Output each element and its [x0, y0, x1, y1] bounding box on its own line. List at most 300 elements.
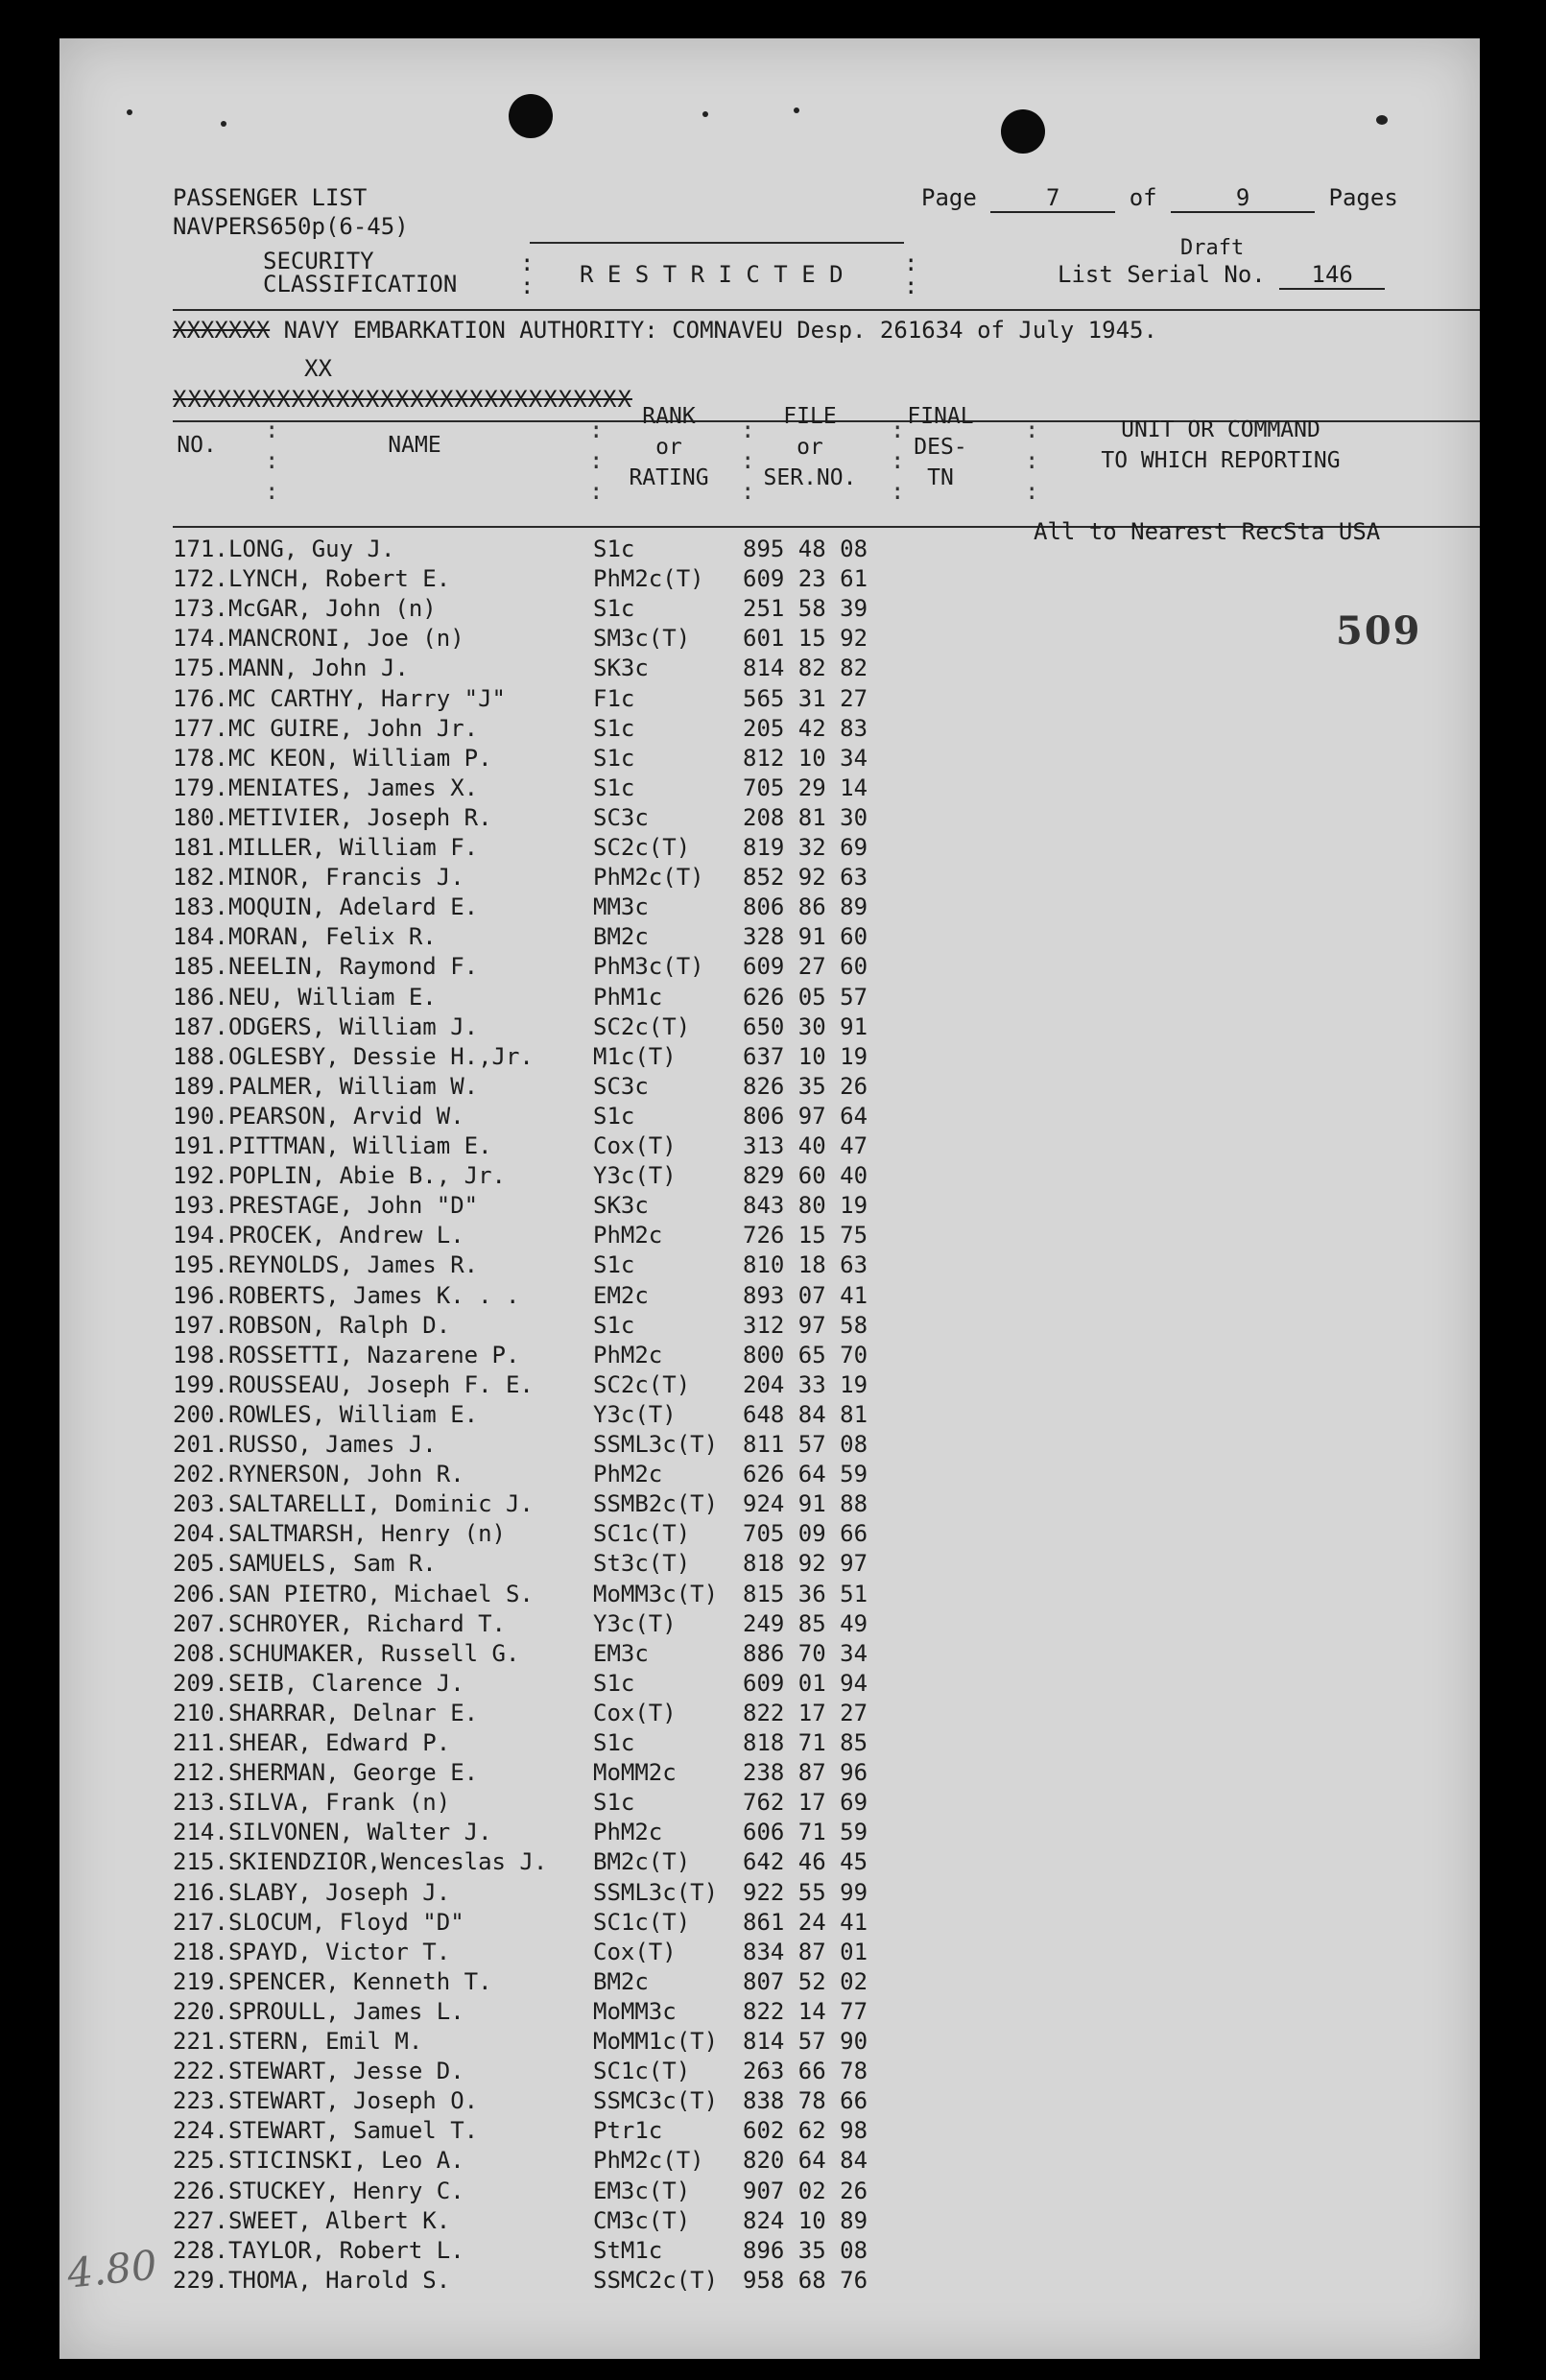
table-row	[59, 1281, 1019, 1311]
passenger-rating: MoMM3c(T)	[593, 1580, 719, 1607]
passenger-rating: S1c	[593, 1102, 635, 1130]
table-row	[59, 1311, 1019, 1341]
page-stamp-number: 509	[1336, 608, 1422, 654]
page-indicator	[921, 184, 1398, 213]
punch-hole-left	[509, 94, 553, 138]
passenger-name: SEIB, Clarence J.	[228, 1669, 464, 1697]
passenger-rating: SK3c	[593, 1192, 649, 1220]
passenger-service-number: 762 17 69	[743, 1789, 868, 1817]
passenger-rating: BM2c	[593, 923, 649, 951]
passenger-service-number: 822 17 27	[743, 1699, 868, 1726]
passenger-name: ROUSSEAU, Joseph F. E.	[228, 1370, 534, 1398]
passenger-service-number: 829 60 40	[743, 1162, 868, 1190]
passenger-rating: Cox(T)	[593, 1699, 677, 1726]
row-number: 217.	[173, 1908, 228, 1936]
passenger-name: STERN, Emil M.	[228, 2028, 423, 2055]
col-header-rank: RANK or RATING	[629, 404, 709, 490]
row-number: 202.	[173, 1461, 228, 1488]
row-number: 176.	[173, 684, 228, 712]
passenger-service-number: 705 29 14	[743, 774, 868, 801]
passenger-name: SLOCUM, Floyd "D"	[228, 1908, 464, 1936]
passenger-name: SLABY, Joseph J.	[228, 1878, 451, 1906]
table-row	[59, 2266, 1019, 2296]
security-label: SECURITY	[263, 248, 374, 274]
passenger-name: SAMUELS, Sam R.	[228, 1550, 437, 1578]
passenger-rating: PhM2c	[593, 1222, 663, 1250]
passenger-name: ROSSETTI, Nazarene P.	[228, 1341, 520, 1368]
passenger-service-number: 958 68 76	[743, 2266, 868, 2294]
column-separators: : : :	[265, 416, 279, 505]
of-word: of	[1129, 184, 1157, 211]
passenger-service-number: 886 70 34	[743, 1639, 868, 1667]
passenger-service-number: 726 15 75	[743, 1222, 868, 1250]
table-row	[59, 535, 1019, 564]
row-number: 214.	[173, 1819, 228, 1846]
row-number: 200.	[173, 1400, 228, 1428]
passenger-rating: EM2c	[593, 1281, 649, 1309]
passenger-rating: SC2c(T)	[593, 834, 691, 861]
col-header-unit: UNIT OR COMMAND TO WHICH REPORTING	[1101, 417, 1341, 473]
passenger-rating: S1c	[593, 1311, 635, 1339]
passenger-rating: Y3c(T)	[593, 1400, 677, 1428]
table-row	[59, 1997, 1019, 2027]
speck	[1376, 115, 1388, 125]
passenger-service-number: 815 36 51	[743, 1580, 868, 1607]
passenger-name: SILVONEN, Walter J.	[228, 1819, 492, 1846]
table-row	[59, 1519, 1019, 1549]
table-row	[59, 1430, 1019, 1460]
passenger-name: NEELIN, Raymond F.	[228, 953, 479, 981]
passenger-service-number: 800 65 70	[743, 1341, 868, 1368]
passenger-name: PROCEK, Andrew L.	[228, 1222, 464, 1250]
passenger-name: POPLIN, Abie B., Jr.	[228, 1162, 506, 1190]
passenger-rating: SC2c(T)	[593, 1370, 691, 1398]
classification-value: R E S T R I C T E D	[580, 261, 844, 288]
row-number: 218.	[173, 1938, 228, 1965]
passenger-rating: SSMC3c(T)	[593, 2087, 719, 2115]
embarkation-authority	[173, 317, 1157, 344]
speck	[221, 121, 226, 127]
passenger-name: PRESTAGE, John "D"	[228, 1192, 479, 1220]
passenger-name: MILLER, William F.	[228, 834, 479, 861]
table-row	[59, 774, 1019, 803]
row-number: 184.	[173, 923, 228, 951]
row-number: 183.	[173, 893, 228, 921]
table-row	[59, 1341, 1019, 1370]
pages-word: Pages	[1328, 184, 1398, 211]
table-row	[59, 2027, 1019, 2057]
form-number: NAVPERS650p(6-45)	[173, 213, 409, 240]
page-word: Page	[921, 184, 977, 211]
row-number: 216.	[173, 1878, 228, 1906]
passenger-service-number: 811 57 08	[743, 1431, 868, 1458]
row-number: 226.	[173, 2177, 228, 2204]
passenger-service-number: 642 46 45	[743, 1848, 868, 1876]
table-row	[59, 1699, 1019, 1728]
passenger-rating: MoMM2c	[593, 1759, 677, 1787]
passenger-rating: CM3c(T)	[593, 2206, 691, 2234]
passenger-service-number: 896 35 08	[743, 2236, 868, 2264]
passenger-service-number: 806 97 64	[743, 1102, 868, 1130]
passenger-name: SILVA, Frank (n)	[228, 1789, 451, 1817]
passenger-rating: Cox(T)	[593, 1132, 677, 1159]
passenger-rating: PhM2c	[593, 1461, 663, 1488]
passenger-rating: SSML3c(T)	[593, 1431, 719, 1458]
passenger-rating: BM2c	[593, 1967, 649, 1995]
passenger-name: METIVIER, Joseph R.	[228, 803, 492, 831]
table-row	[59, 1161, 1019, 1191]
passenger-service-number: 313 40 47	[743, 1132, 868, 1159]
row-number: 219.	[173, 1967, 228, 1995]
row-number: 175.	[173, 654, 228, 682]
passenger-service-number: 626 05 57	[743, 983, 868, 1011]
row-number: 205.	[173, 1550, 228, 1578]
passenger-name: SCHUMAKER, Russell G.	[228, 1639, 520, 1667]
row-number: 204.	[173, 1520, 228, 1548]
passenger-service-number: 814 82 82	[743, 654, 868, 682]
passenger-rating: SC3c	[593, 1072, 649, 1100]
row-number: 215.	[173, 1848, 228, 1876]
col-header-file: FILE or SER.NO.	[763, 404, 857, 490]
passenger-name: REYNOLDS, James R.	[228, 1251, 479, 1279]
passenger-rating: SK3c	[593, 654, 649, 682]
row-number: 199.	[173, 1370, 228, 1398]
col-header-name: NAME	[388, 433, 441, 458]
row-number: 197.	[173, 1311, 228, 1339]
passenger-rating: Cox(T)	[593, 1938, 677, 1965]
passenger-rating: MoMM3c	[593, 1997, 677, 2025]
struck-out-line: XXXXXXXXXXXXXXXXXXXXXXXXXXXXXXX	[173, 386, 632, 413]
passenger-rating: S1c	[593, 714, 635, 742]
passenger-rating: EM3c	[593, 1639, 649, 1667]
column-separators: : : :	[891, 416, 905, 505]
classification-colon-right: : :	[904, 250, 918, 299]
row-number: 181.	[173, 834, 228, 861]
passenger-name: SPAYD, Victor T.	[228, 1938, 451, 1965]
row-number: 194.	[173, 1222, 228, 1250]
row-number: 222.	[173, 2058, 228, 2085]
passenger-service-number: 922 55 99	[743, 1878, 868, 1906]
row-number: 195.	[173, 1251, 228, 1279]
passenger-rating: S1c	[593, 1729, 635, 1756]
authority-text: NAVY EMBARKATION AUTHORITY: COMNAVEU Desp. 261634 of July 1945.	[283, 317, 1157, 344]
passenger-service-number: 861 24 41	[743, 1908, 868, 1936]
passenger-name: SPENCER, Kenneth T.	[228, 1967, 492, 1995]
passenger-rating: Ptr1c	[593, 2117, 663, 2145]
row-number: 224.	[173, 2117, 228, 2145]
passenger-service-number: 907 02 26	[743, 2177, 868, 2204]
row-number: 227.	[173, 2206, 228, 2234]
passenger-name: ROBERTS, James K. . .	[228, 1281, 520, 1309]
passenger-rating: S1c	[593, 536, 635, 562]
passenger-name: RUSSO, James J.	[228, 1431, 437, 1458]
table-row	[59, 2236, 1019, 2266]
passenger-rating: F1c	[593, 684, 635, 712]
passenger-rating: PhM2c(T)	[593, 565, 704, 593]
column-separators: : : :	[1025, 416, 1039, 505]
passenger-name: MANCRONI, Joe (n)	[228, 625, 464, 653]
table-row	[59, 1639, 1019, 1669]
passenger-rating: S1c	[593, 744, 635, 772]
table-row	[59, 1938, 1019, 1967]
speck	[127, 109, 132, 115]
passenger-name: OGLESBY, Dessie H.,Jr.	[228, 1042, 534, 1070]
table-row	[59, 744, 1019, 774]
table-row	[59, 863, 1019, 892]
margin-handwriting: 4.80	[64, 2241, 159, 2297]
passenger-name: SALTARELLI, Dominic J.	[228, 1490, 534, 1518]
passenger-name: SCHROYER, Richard T.	[228, 1609, 506, 1637]
passenger-name: MORAN, Felix R.	[228, 923, 437, 951]
passenger-name: STEWART, Samuel T.	[228, 2117, 479, 2145]
passenger-service-number: 806 86 89	[743, 893, 868, 921]
row-number: 187.	[173, 1012, 228, 1040]
row-number: 189.	[173, 1072, 228, 1100]
passenger-service-number: 807 52 02	[743, 1967, 868, 1995]
table-row	[59, 1072, 1019, 1102]
row-number: 186.	[173, 983, 228, 1011]
table-row	[59, 833, 1019, 863]
table-row	[59, 952, 1019, 982]
passenger-name: SKIENDZIOR,Wenceslas J.	[228, 1848, 548, 1876]
passenger-name: SPROULL, James L.	[228, 1997, 464, 2025]
row-number: 203.	[173, 1490, 228, 1518]
passenger-name: STICINSKI, Leo A.	[228, 2147, 464, 2175]
passenger-rating: Y3c(T)	[593, 1162, 677, 1190]
passenger-name: SAN PIETRO, Michael S.	[228, 1580, 534, 1607]
row-number: 211.	[173, 1729, 228, 1756]
row-number: 196.	[173, 1281, 228, 1309]
table-row	[59, 1818, 1019, 1847]
table-row	[59, 1609, 1019, 1639]
table-row	[59, 1967, 1019, 1997]
table-row	[59, 1131, 1019, 1161]
serial-number: 146	[1279, 261, 1385, 290]
classification-colon-left: : :	[520, 250, 535, 299]
passenger-service-number: 249 85 49	[743, 1609, 868, 1637]
table-row	[59, 922, 1019, 952]
passenger-rating: SC1c(T)	[593, 1908, 691, 1936]
row-number: 198.	[173, 1341, 228, 1368]
table-row	[59, 594, 1019, 624]
row-number: 225.	[173, 2147, 228, 2175]
table-row	[59, 1250, 1019, 1280]
passenger-service-number: 819 32 69	[743, 834, 868, 861]
passenger-name: ROWLES, William E.	[228, 1400, 479, 1428]
table-row	[59, 1370, 1019, 1400]
passenger-rating: S1c	[593, 595, 635, 623]
punch-hole-right	[1001, 109, 1045, 154]
table-row	[59, 1042, 1019, 1072]
row-number: 201.	[173, 1431, 228, 1458]
authority-mark: XX	[304, 355, 332, 382]
table-row	[59, 2177, 1019, 2206]
row-number: 174.	[173, 625, 228, 653]
speck	[702, 111, 708, 117]
row-number: 212.	[173, 1759, 228, 1787]
table-row	[59, 2206, 1019, 2236]
document-page	[59, 38, 1480, 2359]
table-row	[59, 624, 1019, 654]
passenger-service-number: 650 30 91	[743, 1012, 868, 1040]
passenger-service-number: 626 64 59	[743, 1461, 868, 1488]
row-number: 191.	[173, 1132, 228, 1159]
passenger-service-number: 826 35 26	[743, 1072, 868, 1100]
classification-label: CLASSIFICATION	[263, 271, 458, 298]
row-number: 209.	[173, 1669, 228, 1697]
passenger-name: SHEAR, Edward P.	[228, 1729, 451, 1756]
row-number: 223.	[173, 2087, 228, 2115]
passenger-service-number: 705 09 66	[743, 1520, 868, 1548]
table-row	[59, 1012, 1019, 1042]
destination-note: All to Nearest RecSta USA	[1034, 518, 1381, 545]
passenger-name: SALTMARSH, Henry (n)	[228, 1520, 506, 1548]
passenger-rating: MoMM1c(T)	[593, 2028, 719, 2055]
table-row	[59, 1788, 1019, 1818]
row-number: 208.	[173, 1639, 228, 1667]
row-number: 213.	[173, 1789, 228, 1817]
table-row	[59, 1549, 1019, 1579]
passenger-rating: PhM2c	[593, 1819, 663, 1846]
passenger-name: SHERMAN, George E.	[228, 1759, 479, 1787]
passenger-service-number: 852 92 63	[743, 864, 868, 892]
col-header-final: FINAL DES- TN	[907, 404, 974, 490]
passenger-service-number: 609 01 94	[743, 1669, 868, 1697]
row-number: 173.	[173, 595, 228, 623]
column-separators: : : :	[741, 416, 755, 505]
passenger-service-number: 895 48 08	[743, 536, 868, 562]
row-number: 220.	[173, 1997, 228, 2025]
table-row	[59, 1191, 1019, 1221]
passenger-name: MENIATES, James X.	[228, 774, 479, 801]
speck	[794, 107, 799, 113]
passenger-service-number: 843 80 19	[743, 1192, 868, 1220]
passenger-rating: S1c	[593, 1789, 635, 1817]
table-row	[59, 2146, 1019, 2176]
passenger-service-number: 238 87 96	[743, 1759, 868, 1787]
passenger-rating: EM3c(T)	[593, 2177, 691, 2204]
draft-label: Draft	[1180, 236, 1245, 260]
form-title: PASSENGER LIST	[173, 184, 368, 211]
passenger-name: STUCKEY, Henry C.	[228, 2177, 464, 2204]
row-number: 172.	[173, 565, 228, 593]
passenger-service-number: 208 81 30	[743, 803, 868, 831]
row-number: 229.	[173, 2266, 228, 2294]
row-number: 171.	[173, 536, 228, 562]
passenger-rating: SC1c(T)	[593, 2058, 691, 2085]
passenger-service-number: 812 10 34	[743, 744, 868, 772]
passenger-service-number: 263 66 78	[743, 2058, 868, 2085]
passenger-service-number: 606 71 59	[743, 1819, 868, 1846]
table-row	[59, 1580, 1019, 1609]
passenger-rating: M1c(T)	[593, 1042, 677, 1070]
column-separators: : : :	[589, 416, 604, 505]
page-number: 7	[990, 184, 1115, 213]
passenger-name: LONG, Guy J.	[228, 536, 395, 562]
row-number: 178.	[173, 744, 228, 772]
table-row	[59, 654, 1019, 683]
row-number: 206.	[173, 1580, 228, 1607]
table-row	[59, 1728, 1019, 1758]
passenger-rating: S1c	[593, 774, 635, 801]
serial-label: List Serial No.	[1058, 261, 1266, 288]
passenger-name: RYNERSON, John R.	[228, 1461, 464, 1488]
passenger-name: MOQUIN, Adelard E.	[228, 893, 479, 921]
passenger-rating: SM3c(T)	[593, 625, 691, 653]
row-number: 221.	[173, 2028, 228, 2055]
passenger-rating: SC2c(T)	[593, 1012, 691, 1040]
passenger-rating: SSMB2c(T)	[593, 1490, 719, 1518]
page-total: 9	[1171, 184, 1315, 213]
table-row	[59, 684, 1019, 714]
row-number: 228.	[173, 2236, 228, 2264]
row-number: 210.	[173, 1699, 228, 1726]
passenger-name: MINOR, Francis J.	[228, 864, 464, 892]
table-row	[59, 1669, 1019, 1699]
row-number: 188.	[173, 1042, 228, 1070]
authority-top-rule	[173, 309, 1480, 311]
passenger-rating: PhM2c(T)	[593, 2147, 704, 2175]
passenger-service-number: 312 97 58	[743, 1311, 868, 1339]
passenger-rating: PhM1c	[593, 983, 663, 1011]
passenger-name: TAYLOR, Robert L.	[228, 2236, 464, 2264]
row-number: 207.	[173, 1609, 228, 1637]
passenger-service-number: 609 27 60	[743, 953, 868, 981]
passenger-name: MC CARTHY, Harry "J"	[228, 684, 506, 712]
row-number: 182.	[173, 864, 228, 892]
row-number: 193.	[173, 1192, 228, 1220]
passenger-service-number: 924 91 88	[743, 1490, 868, 1518]
passenger-service-number: 824 10 89	[743, 2206, 868, 2234]
row-number: 177.	[173, 714, 228, 742]
passenger-name: NEU, William E.	[228, 983, 437, 1011]
passenger-name: ROBSON, Ralph D.	[228, 1311, 451, 1339]
table-row	[59, 1489, 1019, 1519]
passenger-name: PALMER, William W.	[228, 1072, 479, 1100]
passenger-service-number: 820 64 84	[743, 2147, 868, 2175]
passenger-service-number: 810 18 63	[743, 1251, 868, 1279]
passenger-rating: St3c(T)	[593, 1550, 691, 1578]
passenger-rating: BM2c(T)	[593, 1848, 691, 1876]
passenger-service-number: 838 78 66	[743, 2087, 868, 2115]
table-row	[59, 803, 1019, 833]
col-header-no: NO.	[177, 433, 217, 458]
passenger-service-number: 205 42 83	[743, 714, 868, 742]
row-number: 190.	[173, 1102, 228, 1130]
passenger-service-number: 893 07 41	[743, 1281, 868, 1309]
table-row	[59, 1221, 1019, 1250]
passenger-service-number: 602 62 98	[743, 2117, 868, 2145]
passenger-service-number: 251 58 39	[743, 595, 868, 623]
table-row	[59, 1758, 1019, 1788]
passenger-rating: PhM2c(T)	[593, 864, 704, 892]
table-row	[59, 1460, 1019, 1489]
passenger-rating: SC1c(T)	[593, 1520, 691, 1548]
passenger-rating: MM3c	[593, 893, 649, 921]
row-number: 179.	[173, 774, 228, 801]
passenger-name: PITTMAN, William E.	[228, 1132, 492, 1159]
table-row	[59, 564, 1019, 594]
passenger-service-number: 204 33 19	[743, 1370, 868, 1398]
passenger-service-number: 601 15 92	[743, 625, 868, 653]
passenger-name: LYNCH, Robert E.	[228, 565, 451, 593]
passenger-rating: StM1c	[593, 2236, 663, 2264]
passenger-service-number: 648 84 81	[743, 1400, 868, 1428]
table-row	[59, 1847, 1019, 1877]
authority-prefix: XXXXXXX	[173, 317, 271, 344]
passenger-name: PEARSON, Arvid W.	[228, 1102, 464, 1130]
passenger-service-number: 822 14 77	[743, 1997, 868, 2025]
